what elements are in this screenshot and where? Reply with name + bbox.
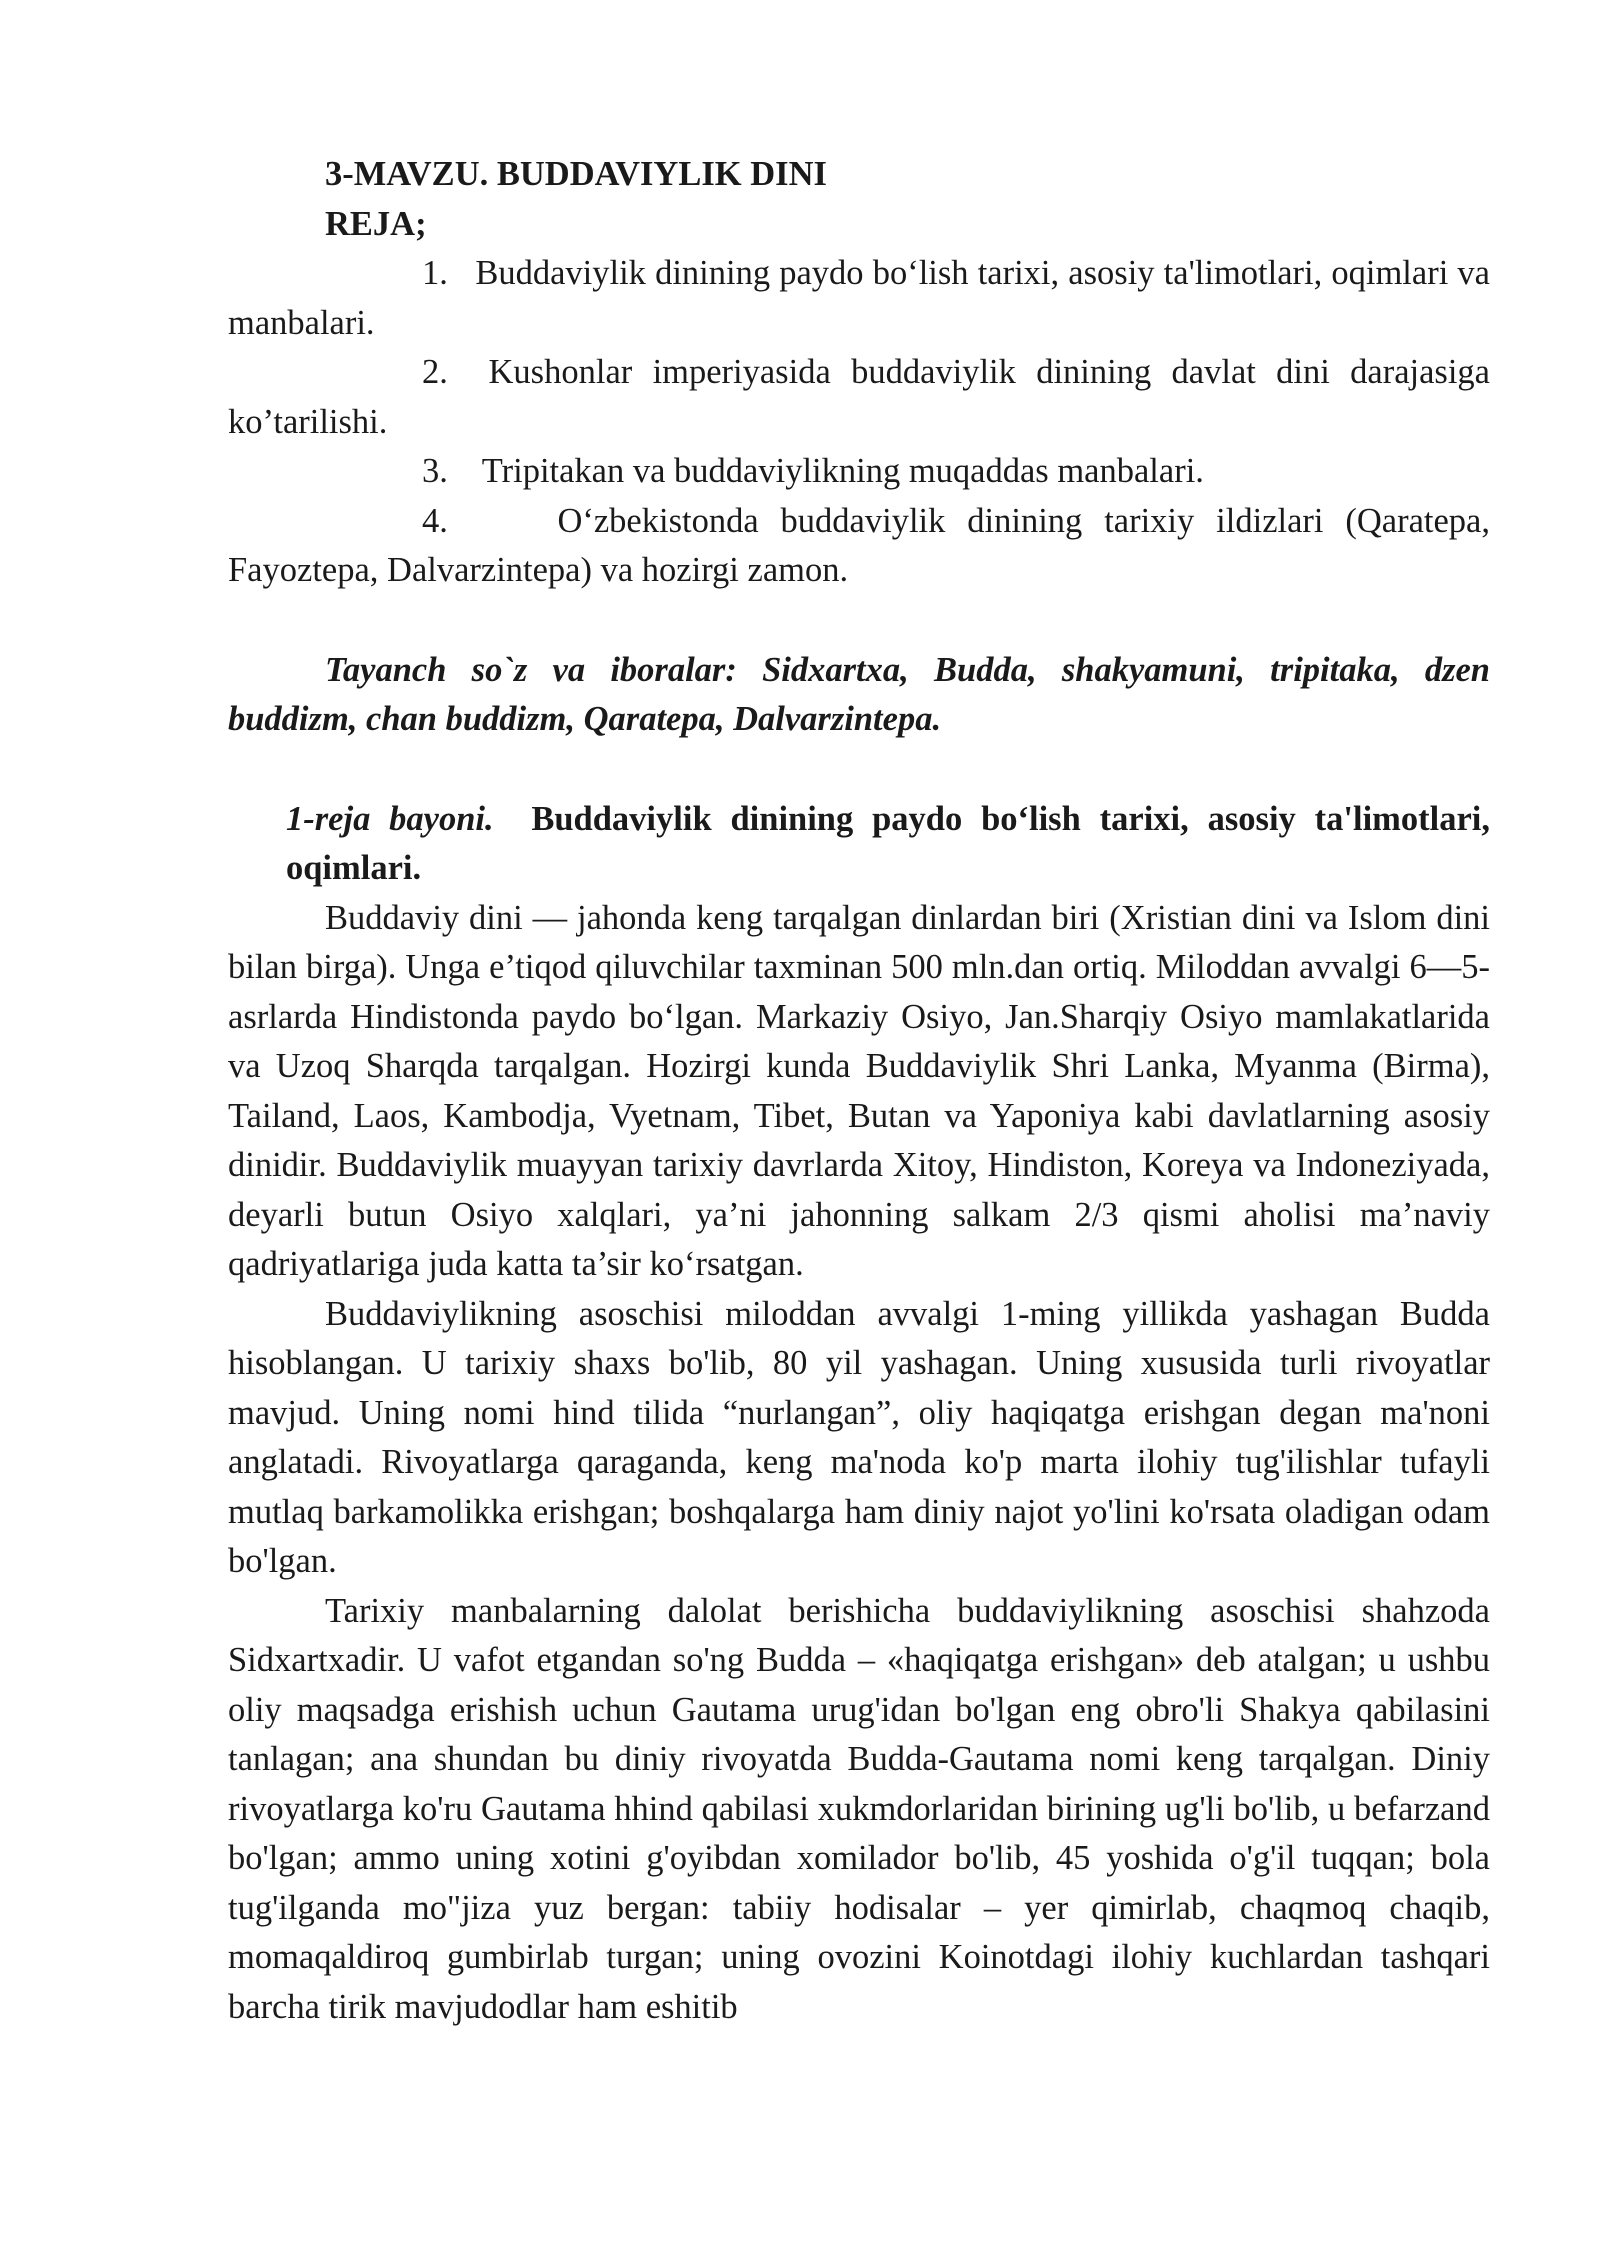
body-paragraph-3: Tarixiy manbalarning dalolat berishicha buddaviylikning asoschisi shahzoda Sidxartxadir. U vafot etgandan so'ng Budda – «haqiqatga erishgan» deb atalgan; u ushbu oliy maqsadga erishish uchun Gautama urug'idan bo'lgan eng obro'li Shakya qabilasini tanlagan; ana shundan bu diniy rivoyatda Budda-Gautama nomi keng tarqalgan. Diniy rivoyatlarga ko'ru Gautama hhind qabilasi xukmdorlaridan birining ug'li bo'lib, u befarzand bo'lgan; ammo uning xotini g'oyibdan xomilador bo'lib, 45 yoshida o'g'il tuqqan; bola tug'ilganda mo"jiza yuz bergan: tabiiy hodisalar – yer qimirlab, chaqmoq chaqib, momaqaldiroq gumbirlab turgan; uning ovozini Koinotdagi ilohiy kuchlardan tashqari barcha tirik mavjudodlar ham eshitib (228, 1591, 1490, 2026)
spacer (228, 596, 1490, 646)
plan-item-number: 3. (422, 452, 448, 490)
plan-item-number: 2. (422, 353, 448, 391)
section-heading-text: Buddaviylik dinining paydo bo‘lish tarixi, asosiy ta'limotlari, oqimlari. (286, 799, 1490, 887)
plan-item-text: Kushonlar imperiyasida buddaviylik dinining davlat dini darajasiga ko’tarilishi. (228, 353, 1490, 441)
body-paragraph-1: Buddaviy dini — jahonda keng tarqalgan dinlardan biri (Xristian dini va Islom dini bilan birga). Unga e’tiqod qiluvchilar taxminan 500 mln.dan ortiq. Miloddan avvalgi 6—5-asrlarda Hindistonda paydo bo‘lgan. Markaziy Osiyo, Jan.Sharqiy Osiyo mamlakatlarida va Uzoq Sharqda tarqalgan. Hozirgi kunda Buddaviylik Shri Lanka, Myanma (Birma), Tailand, Laos, Kambodja, Vyetnam, Tibet, Butan va Yaponiya kabi davlatlarning asosiy dinidir. Buddaviylik muayyan tarixiy davrlarda Xitoy, Hindiston, Koreya va Indoneziyada, deyarli butun Osiyo xalqlari, ya’ni jahonning salkam 2/3 qismi aholisi ma’naviy qadriyatlariga juda katta ta’sir ko‘rsatgan. (228, 898, 1490, 1283)
section-heading-label: 1-reja bayoni. (286, 799, 494, 838)
body-paragraph-2: Buddaviylikning asoschisi miloddan avvalgi 1-ming yillikda yashagan Budda hisoblangan. U tarixiy shaxs bo'lib, 80 yil yashagan. Uning xususida turli rivoyatlar mavjud. Uning nomi hind tilida “nurlangan”, oliy haqiqatga erishgan degan ma'noni anglatadi. Rivoyatlarga qaraganda, keng ma'noda ko'p marta ilohiy tug'ilishlar tufayli mutlaq barkamolikka erishgan; boshqalarga ham diniy najot yo'lini ko'rsata oladigan odam bo'lgan. (228, 1294, 1490, 1580)
spacer (228, 745, 1490, 795)
document-title: 3-MAVZU. BUDDAVIYLIK DINI (325, 155, 827, 193)
plan-item-4 (228, 497, 1490, 596)
plan-item-text: O‘zbekistonda buddaviylik dinining tarixiy ildizlari (Qaratepa, Fayoztepa, Dalvarzintepa) va hozirgi zamon. (228, 501, 1490, 589)
plan-item-2 (228, 348, 1490, 447)
plan-item-text: Buddaviylik dinining paydo bo‘lish tarixi, asosiy ta'limotlari, oqimlari va manbalari. (228, 254, 1490, 342)
plan-item-number: 4. (422, 501, 448, 540)
keywords-paragraph: Tayanch so`z va iboralar: Sidxartxa, Budda, shakyamuni, tripitaka, dzen buddizm, chan buddizm, Qaratepa, Dalvarzintepa. (228, 650, 1490, 738)
document-page (228, 150, 1490, 2032)
plan-item-text: Tripitakan va buddaviylikning muqaddas manbalari. (481, 452, 1204, 490)
plan-item-number: 1. (422, 254, 448, 292)
section-heading (228, 795, 1490, 894)
plan-label: REJA; (325, 204, 427, 243)
plan-item-1 (228, 249, 1490, 348)
plan-item-3 (228, 447, 1490, 497)
